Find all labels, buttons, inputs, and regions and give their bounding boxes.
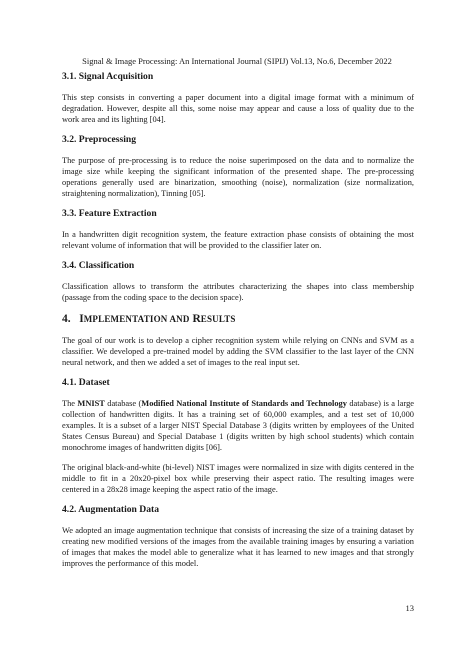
- running-header: Signal & Image Processing: An International Journal (SIPIJ) Vol.13, No.6, December 2022: [82, 56, 392, 66]
- page-number: 13: [405, 603, 414, 613]
- section-heading-3-4: 3.4. Classification: [62, 260, 135, 271]
- heading-rest-implementation: MPLEMENTATION AND: [83, 314, 190, 324]
- heading-initial-i: I: [79, 313, 84, 325]
- paragraph-preprocessing: The purpose of pre-processing is to reduce the noise superimposed on the data and to normalize the image size while keeping the significant information of the presented shape. The pre-processing operations generally used are binarization, smoothing (noise), normalization (size normalization, straightening normalization), Tinning [05].: [62, 156, 414, 198]
- paragraph-signal-acquisition: This step consists in converting a paper document into a digital image format with a minimum of degradation. However, despite all this, some noise may appear and cause a loss of quality due to the work area and its lighting [04].: [62, 93, 414, 124]
- term-mnist: MNIST: [77, 399, 105, 408]
- heading-rest-results: ESULTS: [200, 314, 236, 324]
- section-heading-3-2: 3.2. Preprocessing: [62, 134, 136, 145]
- paragraph-classification: Classification allows to transform the attributes characterizing the shapes into class membership (passage from the coding space to the decision space).: [62, 282, 414, 302]
- paragraph-dataset-mnist: The MNIST database (Modified National Institute of Standards and Technology database) is a large collection of handwritten digits. It has a training set of 60,000 examples, and a test set of 10,000 examples. It is a subset of a larger NIST Special Database 3 (digits written by employees of the United States Census Bureau) and Special Database 1 (digits written by high school students) which contain monochrome images of handwritten digits [06].: [62, 399, 414, 452]
- paragraph-feature-extraction: In a handwritten digit recognition system, the feature extraction phase consists of obtaining the most relevant volume of information that will be provided to the classifier later on.: [62, 230, 414, 250]
- section-number: 4.: [62, 313, 71, 325]
- heading-initial-r: R: [192, 313, 201, 325]
- section-heading-4-1: 4.1. Dataset: [62, 377, 110, 388]
- section-heading-3-1: 3.1. Signal Acquisition: [62, 71, 154, 82]
- paragraph-dataset-normalization: The original black-and-white (bi-level) NIST images were normalized in size with digits centered in the middle to fit in a 20x20-pixel box while preserving their aspect ratio. The resulting images were centered in a 28x28 image keeping the aspect ratio of the image.: [62, 463, 414, 494]
- page-content: [62, 71, 414, 569]
- paragraph-implementation: The goal of our work is to develop a cipher recognition system while relying on CNNs and SVM as a classifier. We developed a pre-trained model by adding the SVM classifier to the last layer of the CNN neural network, and then we added a set of images to the real input set.: [62, 336, 414, 367]
- term-nist-full-name: Modified National Institute of Standards and Technology: [141, 399, 347, 408]
- section-heading-4-2: 4.2. Augmentation Data: [62, 504, 160, 515]
- section-heading-3-3: 3.3. Feature Extraction: [62, 208, 157, 219]
- paragraph-augmentation: We adopted an image augmentation technique that consists of increasing the size of a training dataset by creating new modified versions of the images from the available training images by ensuring a variation of images that makes the model able to generalize what it has learned to new images and that strongly improves the performance of this model.: [62, 526, 414, 568]
- section-heading-4: [62, 312, 414, 326]
